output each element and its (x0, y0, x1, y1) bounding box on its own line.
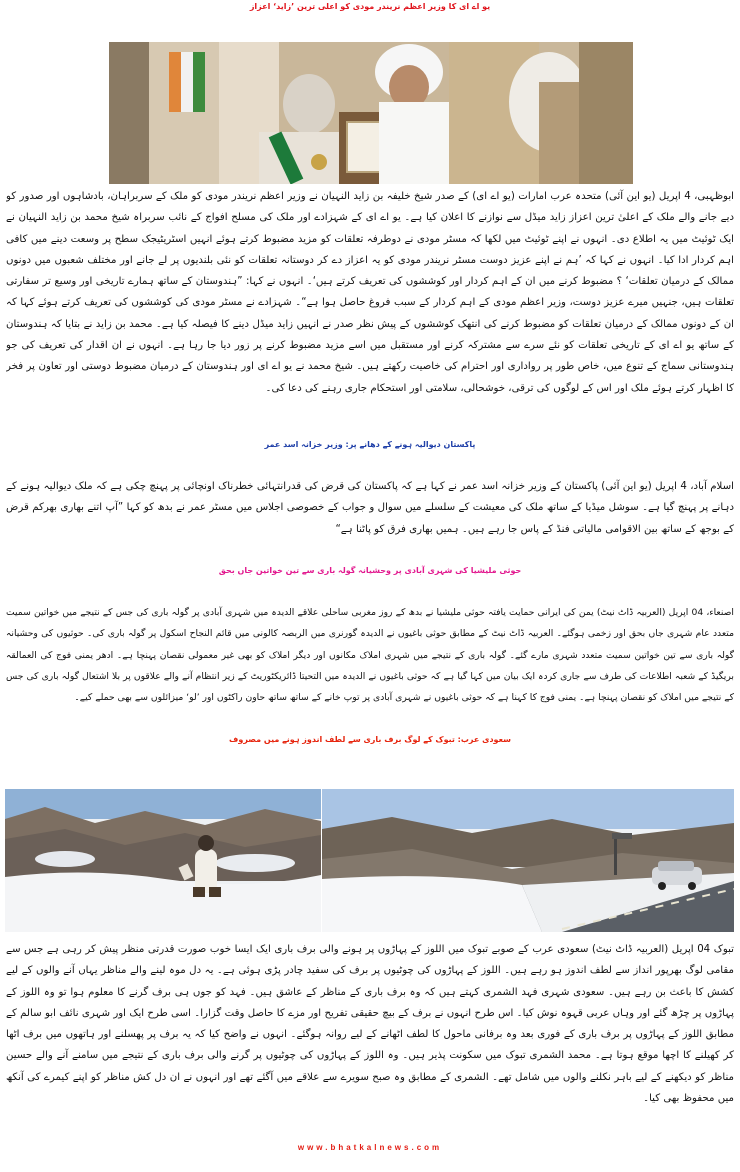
headline-zayed-award: یو اے ای کا وزیر اعظم نریندر مودی کو اعلی ترین ’زاید‘ اعزاز (249, 2, 491, 11)
photo-snow-person (5, 789, 321, 932)
article-zayed-award-body: ابوظہبی، 4 اپریل (یو این آئی) متحدہ عرب امارات (یو اے ای) کے صدر شیخ خلیفہ بن زاید النہیان نے وزیر اعظم نریندر مودی کو ملک کے سربراہان، بادشاہوں اور صدور کو دیے جانے والے ملک کے اعلیٰ ترین اعزاز زاید میڈل سے نوازنے کا اعلان کیا ہے۔ یو اے ای کے شہزادے اور ملک کی مسلح افواج کے نائب سربراہ شیخ محمد بن زاید النہیان نے ایک ٹوئیٹ میں یہ اطلاع دی۔ انہوں نے اپنے ٹوئیٹ میں لکھا کہ مسٹر مودی نے دوطرفہ تعلقات کو مزید مضبوط کرتے ہوئے انہیں اسٹریٹیجک سطح پر وسعت دینے میں کافی اہم کردار ادا کیا۔ انہوں نے کہا کہ ’ہم نے اپنے عزیز دوست مسٹر نریندر مودی کو یہ اعزاز دے کر دوستانہ تعلقات کو نئی بلندیوں پر لے جانے اور مختلف شعبوں میں دونوں ممالک کے درمیان تعلقات‘ ؟ مضبوط کرنے میں ان کے اہم کردار اور کوششوں کی تعریف کرتے ہیں‘۔ انہوں نے کہا: ”ہندوستان کے ساتھ ہمارے تاریخی اور وسیع تر سفارتی تعلقات ہیں، جنہیں میرے عزیز دوست، وزیر اعظم مودی کے اہم کردار کے سبب فروغ حاصل ہوا ہے“۔ شہزادے نے مسٹر مودی کی کوششوں کی تعریف کرتے ہوئے کہا کہ ان کے دونوں ممالک کے درمیان تعلقات کو مضبوط کرنے کی انتھک کوششوں کے پیش نظر صدر نے انہیں زاید میڈل دینے کا فیصلہ کیا ہے۔ محمد بن زاید نے بتایا کہ ہندوستان کے ساتھ یو اے ای کے تاریخی تعلقات کو نئے سرے سے مشترکہ کرنے اور مستقبل میں اسے مزید مضبوط کرنے پر زور دیا جا رہا ہے۔ انہوں نے ان اقدار کی تعریف کی جو ہندوستانی سماج کے تنوع میں، خاص طور پر رواداری اور احترام کی خاصیت رکھتے ہیں۔ شیخ محمد نے یو اے ای اور ہندوستان کے درمیان مضبوط دوستی اور تعاون پر فخر کا اظہار کرتے ہوئے ملک اور اس کے لوگوں کی ترقی، خوشحالی، سلامتی اور استحکام جاری رہنے کی دعا کی۔ (6, 191, 734, 394)
article-tabuk-body: تبوک 04 اپریل (العربیہ ڈاٹ نیٹ) سعودی عرب کے صوبے تبوک میں اللوز کے پہاڑوں پر ہونے والی برف باری ایک ایسا خوب صورت قدرتی منظر پیش کر رہی ہے جس سے مقامی لوگ بھرپور انداز سے لطف اندوز ہو رہے ہیں۔ اللوز کے پہاڑوں کی چوٹیوں پر برف کی سفید چادر پڑی ہوئی ہے۔ یہ دل موہ لینے والے مناظر یہاں آنے والوں کے لیے کشش کا باعث بن رہے ہیں۔ سعودی شہری فہد الشمری کہتے ہیں کہ وہ برف باری کے مناظر کے عاشق ہیں۔ فہد کو جوں ہی برف گرنے کا معلوم ہوا تو وہ اللوز کے پہاڑوں پر چڑھ گئے اور وہاں عربی قہوہ نوش کیا۔ اس طرح انہوں نے برف کے بیچ حقیقی تفریح اور مزے کا حاصل وقت گزارا۔ اسی طرح ایک اور شہری نائف ابو سالم کے مطابق اللوز کے پہاڑوں پر برف باری کے فوری بعد وہ برفانی ماحول کا لطف اٹھانے کے لیے روانہ ہوگئے۔ انہوں نے واضح کیا کہ یہ برف پر پھسلنے اور ہاتھوں میں برف اٹھا کر کھیلنے کا اچھا موقع ہوتا ہے۔ محمد الشمری تبوک میں سکونت پذیر ہیں۔ وہ اللوز کے پہاڑوں کی چوٹیوں پر گرنے والی برف باری کے نتیجے میں سامنے آنے والے حسین مناظر کو دیکھنے کے لیے باہر نکلنے والوں میں شامل تھے۔ الشمری کے مطابق وہ صبح سویرے سے علاقے میں آگئے تھے اور انہوں نے ان دل کش مناظر کو اپنے کیمرے کی آنکھ میں محفوظ بھی کیا۔ (6, 944, 734, 1105)
article-houthi-body: اصنعاء، 04 اپریل (العربیہ ڈاٹ نیٹ) یمن کی ایرانی حمایت یافتہ حوثی ملیشیا نے بدھ کے روز مغربی ساحلی علاقے الدیدہ میں شہری آبادی پر گولہ باری کی جس کے نتیجے میں خواتین سمیت متعدد عام شہری جاں بحق اور زخمی ہوگئے۔ العربیہ ڈاٹ نیٹ کے مطابق حوثی باغیوں نے الدیدہ گورنری میں الربصہ کالونی میں قائم النجاح اسکول پر گولہ باری کی۔ حوثیوں کی وحشیانہ گولہ باری سے تین خواتین سمیت متعدد شہری مارے گئے۔ گولہ باری کے نتیجے میں شہری املاک مکانوں اور دیگر املاک کو بھی غیر معمولی نقصان پہنچا ہے۔ ادھر یمنی فوج کی العمالقہ بریگیڈ کے شعبہ اطلاعات کی طرف سے جاری کردہ ایک بیان میں کہا گیا ہے کہ حوثی باغیوں نے الدیدہ میں التحیتا ڈائریکٹوریٹ کے زیر انتظام آنے والے علاقوں پر بلا اشتعال گولہ باری کی جس کے نتیجے میں املاک کو نقصان پہنچا ہے۔ یمنی فوج کا کہنا ہے کہ حوثی باغیوں نے شہری آبادی پر توپ خانے کے ساتھ ساتھ حاون راکٹوں اور ’لو‘ میزائلوں سے بھی حملے کیے۔ (6, 607, 734, 704)
headline-tabuk-snowfall: سعودی عرب: تبوک کے لوگ برف باری سے لطف اندوز ہونے میں مصروف (229, 735, 511, 744)
website-footer: www.bhatkalnews.com (297, 1143, 443, 1152)
article-pakistan-body: اسلام آباد، 4 اپریل (یو این آئی) پاکستان کے وزیر خزانہ اسد عمر نے کہا ہے کہ پاکستان کی قرض کی قدرانتہائی خطرناک اونچائی پر پہنچ چکی ہے کہ ملک دیوالیہ ہونے کے دہانے پر پہنچ گیا ہے۔ سوشل میڈیا کے ساتھ ملک کی معیشت کے سلسلے میں سوال و جواب کے خصوصی اجلاس میں مسٹر عمر نے بدھ کو کہا ”آپ اتنے بھاری بھرکم قرض کے بوجھ کے ساتھ بین الاقوامی مالیاتی فنڈ کے پاس جا رہے ہیں۔ ہمیں بھاری فرق کو پاٹنا ہے“ (6, 481, 734, 535)
photo-award-ceremony (109, 42, 633, 184)
headline-pakistan-bankruptcy: پاکستان دیوالیہ ہونے کے دھانے پر: وزیر خزانہ اسد عمر (264, 440, 476, 449)
headline-houthi-shelling: حوثی ملیشیا کی شہری آبادی پر وحشیانہ گولہ باری سے تین خواتین جاں بحق (218, 566, 522, 575)
photo-snow-road (322, 789, 734, 932)
